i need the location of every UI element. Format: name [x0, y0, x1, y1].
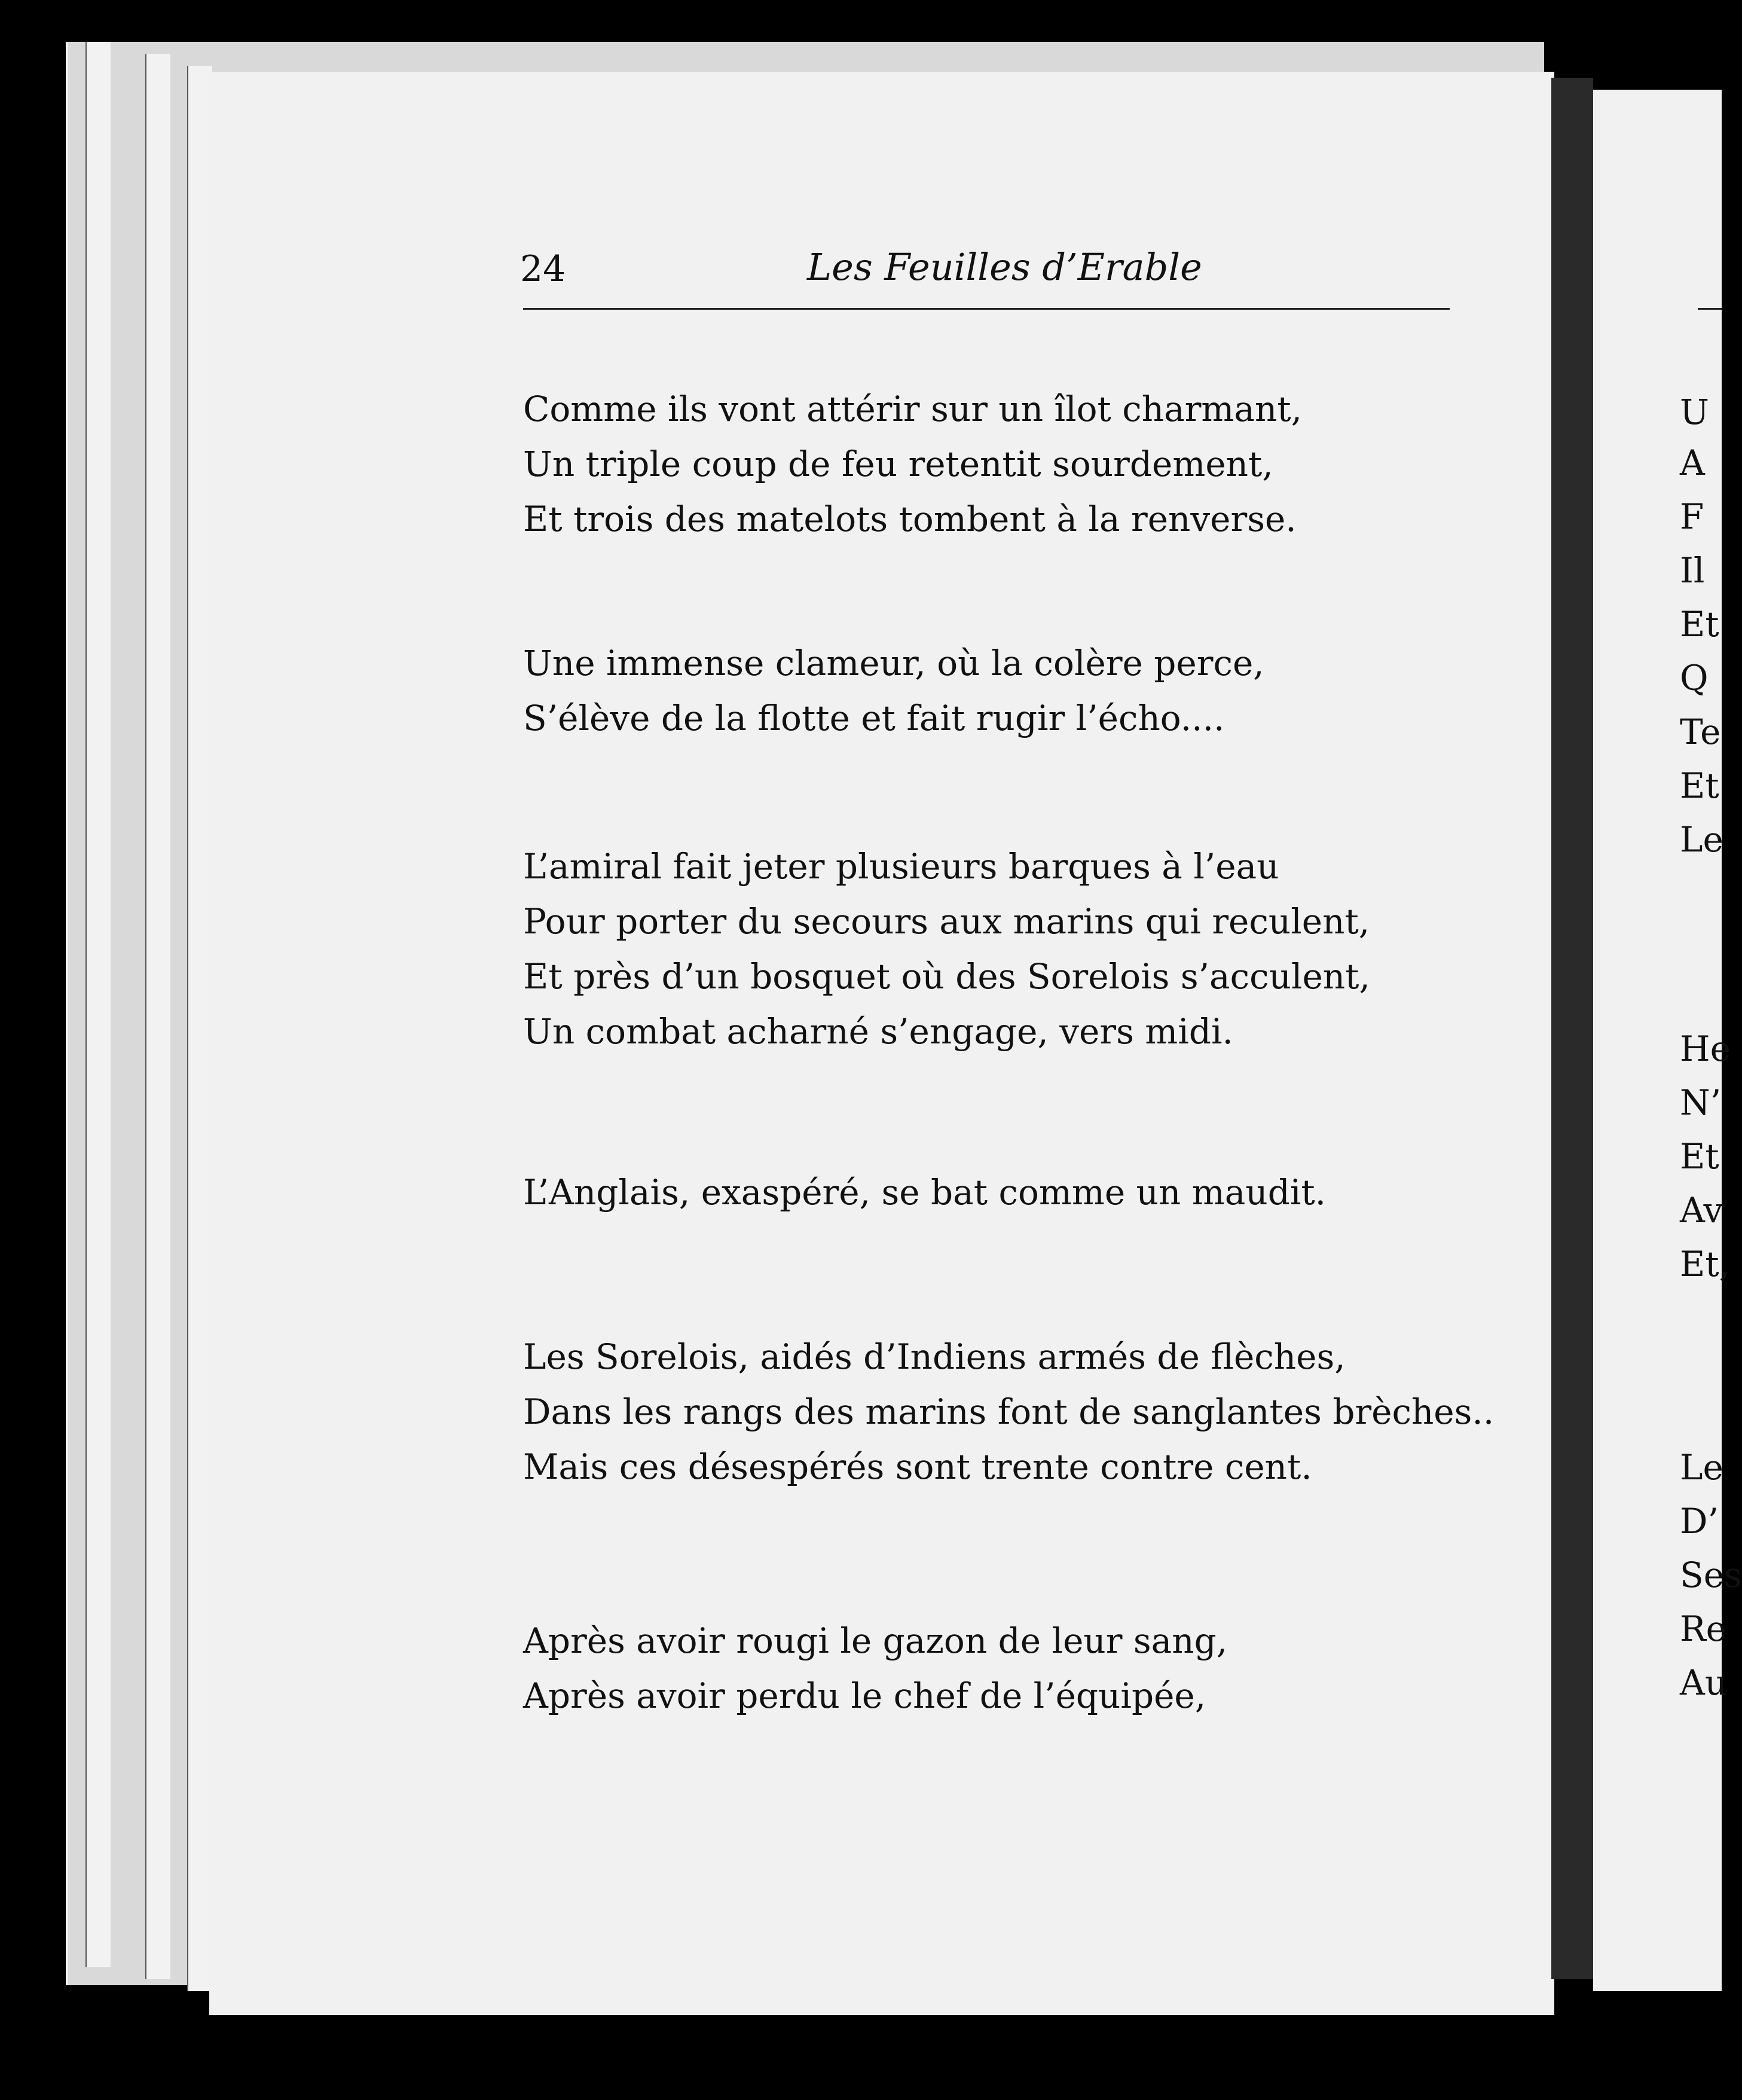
- verse-line: Un triple coup de feu retentit sourdement,: [523, 444, 1273, 484]
- verse-line: S’élève de la flotte et fait rugir l’écho....: [523, 698, 1225, 738]
- header-rule: [523, 308, 1450, 310]
- verse-line: Mais ces désespérés sont trente contre cent.: [523, 1446, 1312, 1487]
- facing-fragment: F: [1680, 496, 1704, 537]
- verse-line: Après avoir perdu le chef de l’équipée,: [523, 1675, 1206, 1716]
- stanza-5: [523, 1336, 1495, 1504]
- verse-line: L’amiral fait jeter plusieurs barques à l’eau: [523, 846, 1279, 887]
- stanza-6: [523, 1620, 1228, 1733]
- facing-fragment: Ses: [1680, 1555, 1742, 1595]
- stanza-1: [523, 389, 1303, 557]
- page-number: 24: [520, 248, 566, 290]
- verse-line: Comme ils vont attérir sur un îlot charmant,: [523, 389, 1303, 429]
- stanza-4: [523, 1172, 1327, 1230]
- verse-line: Et trois des matelots tombent à la renverse.: [523, 499, 1297, 539]
- facing-fragment: Re: [1680, 1608, 1726, 1649]
- verse-line: Après avoir rougi le gazon de leur sang,: [523, 1620, 1228, 1661]
- facing-header-rule: [1698, 308, 1722, 310]
- page-edge: [85, 42, 111, 1967]
- verse-line: Dans les rangs des marins font de sanglantes brèches..: [523, 1391, 1495, 1432]
- verse-line: Pour porter du secours aux marins qui reculent,: [523, 901, 1370, 942]
- facing-fragment: Et,: [1680, 1244, 1731, 1284]
- facing-fragment: Et: [1680, 1136, 1719, 1177]
- book-gutter: [1551, 78, 1593, 1979]
- facing-fragment: Av: [1680, 1190, 1723, 1231]
- facing-fragment: Et: [1680, 604, 1719, 645]
- facing-fragment: Le: [1680, 819, 1723, 860]
- facing-fragment: Te: [1680, 712, 1721, 752]
- verse-line: Un combat acharné s’engage, vers midi.: [523, 1011, 1233, 1052]
- running-title: Les Feuilles d’Erable: [807, 245, 1202, 289]
- verse-line: Et près d’un bosquet où des Sorelois s’acculent,: [523, 956, 1370, 997]
- facing-fragment: Q: [1680, 658, 1709, 698]
- verse-line: Les Sorelois, aidés d’Indiens armés de flèches,: [523, 1336, 1346, 1377]
- facing-fragment: Et: [1680, 765, 1719, 806]
- verse-line: L’Anglais, exaspéré, se bat comme un maudit.: [523, 1172, 1327, 1213]
- stanza-3: [523, 846, 1370, 1069]
- facing-fragment: U: [1680, 392, 1709, 432]
- facing-fragment: Il: [1680, 550, 1705, 591]
- facing-fragment: D’: [1680, 1501, 1719, 1542]
- facing-fragment: N’: [1680, 1082, 1722, 1123]
- verse-line: Une immense clameur, où la colère perce,: [523, 643, 1264, 683]
- facing-fragment: Le: [1680, 1447, 1723, 1488]
- facing-fragment: He: [1680, 1028, 1731, 1069]
- page-edge: [145, 54, 170, 1979]
- facing-fragment: A: [1680, 442, 1705, 483]
- facing-fragment: Au: [1680, 1662, 1728, 1703]
- page-edge: [187, 66, 212, 1991]
- stanza-2: [523, 643, 1264, 756]
